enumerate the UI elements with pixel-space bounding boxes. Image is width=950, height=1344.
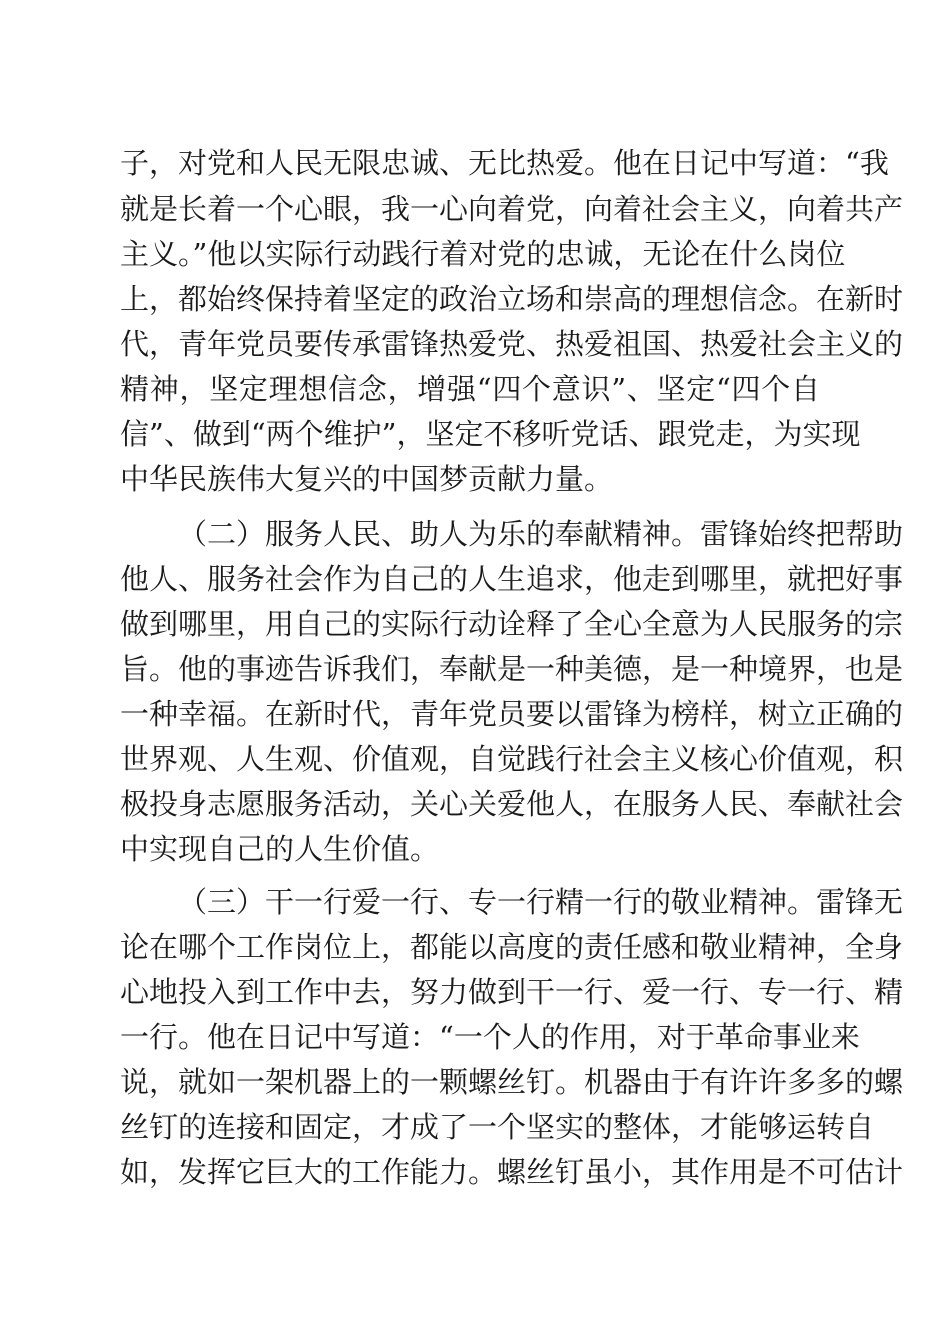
text-line: 论在哪个工作岗位上，都能以高度的责任感和敬业精神，全身 bbox=[120, 930, 904, 964]
text-line: 极投身志愿服务活动，关心关爱他人，在服务人民、奉献社会 bbox=[120, 787, 904, 821]
text-line: 一种幸福。在新时代，青年党员要以雷锋为榜样，树立正确的 bbox=[120, 697, 904, 731]
text-line: 中华民族伟大复兴的中国梦贡献力量。 bbox=[120, 462, 614, 496]
text-line: 他人、服务社会作为自己的人生追求，他走到哪里，就把好事 bbox=[120, 562, 904, 596]
text-line: 代，青年党员要传承雷锋热爱党、热爱祖国、热爱社会主义的 bbox=[120, 327, 904, 361]
paragraph-heading-line: （三）干一行爱一行、专一行精一行的敬业精神。雷锋无 bbox=[178, 885, 904, 919]
text-line: 中实现自己的人生价值。 bbox=[120, 832, 440, 866]
text-line: 子，对党和人民无限忠诚、无比热爱。他在日记中写道：“我 bbox=[120, 146, 889, 180]
text-line: 就是长着一个心眼，我一心向着党，向着社会主义，向着共产 bbox=[120, 192, 904, 226]
text-line: 一行。他在日记中写道：“一个人的作用，对于革命事业来 bbox=[120, 1020, 860, 1054]
paragraph-heading-line: （二）服务人民、助人为乐的奉献精神。雷锋始终把帮助 bbox=[178, 517, 904, 551]
text-line: 精神，坚定理想信念，增强“四个意识”、坚定“四个自 bbox=[120, 372, 820, 406]
text-line: 信”、做到“两个维护”，坚定不移听党话、跟党走，为实现 bbox=[120, 417, 861, 451]
text-line: 上，都始终保持着坚定的政治立场和崇高的理想信念。在新时 bbox=[120, 282, 904, 316]
text-line: 做到哪里，用自己的实际行动诠释了全心全意为人民服务的宗 bbox=[120, 607, 904, 641]
text-line: 心地投入到工作中去，努力做到干一行、爱一行、专一行、精 bbox=[120, 975, 904, 1009]
text-line: 如，发挥它巨大的工作能力。螺丝钉虽小，其作用是不可估计 bbox=[120, 1155, 904, 1189]
text-line: 丝钉的连接和固定，才成了一个坚实的整体，才能够运转自 bbox=[120, 1110, 875, 1144]
text-line: 旨。他的事迹告诉我们，奉献是一种美德，是一种境界，也是 bbox=[120, 652, 904, 686]
text-line: 说，就如一架机器上的一颗螺丝钉。机器由于有许许多多的螺 bbox=[120, 1065, 904, 1099]
text-line: 主义。”他以实际行动践行着对党的忠诚，无论在什么岗位 bbox=[120, 237, 846, 271]
text-line: 世界观、人生观、价值观，自觉践行社会主义核心价值观，积 bbox=[120, 742, 904, 776]
